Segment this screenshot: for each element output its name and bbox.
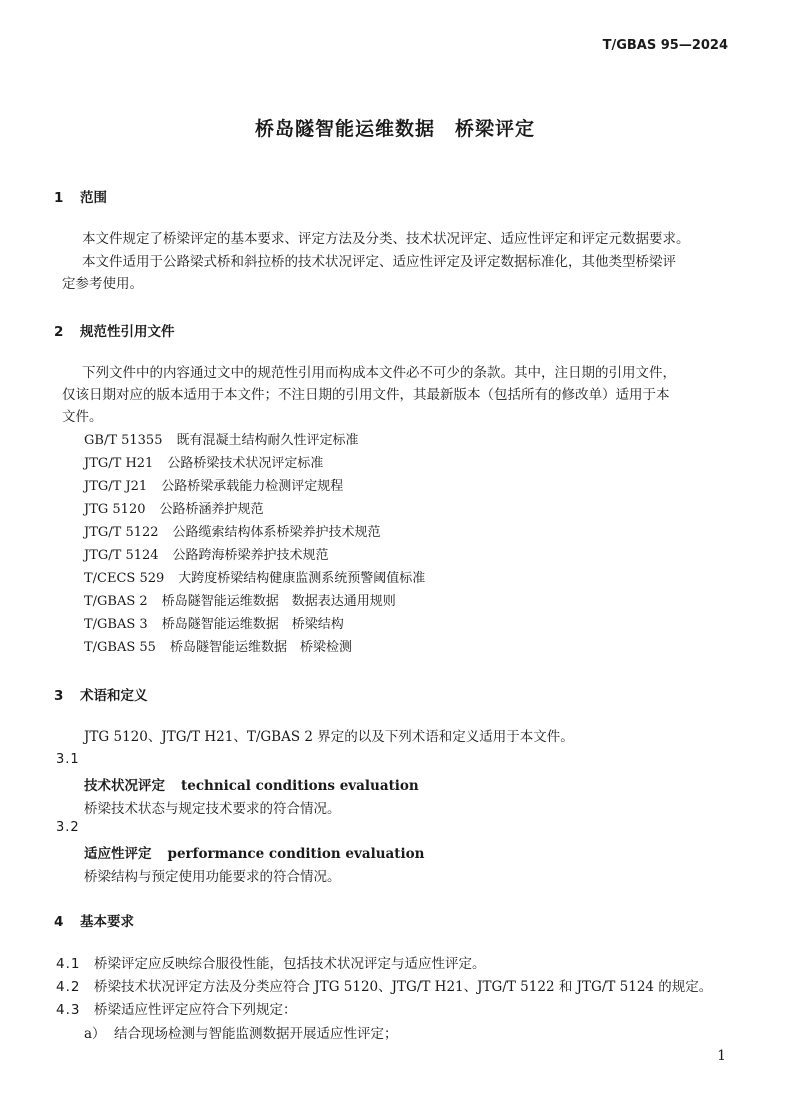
term-heading [84, 774, 419, 794]
reference-item [84, 591, 396, 613]
term-definition: 桥梁结构与预定使用功能要求的符合情况。 [84, 869, 341, 885]
term-number: 3.2 [56, 820, 80, 835]
scope-paragraph-2: 本文件适用于公路梁式桥和斜拉桥的技术状况评定、适应性评定及评定数据标准化，其他类型桥梁评 定参考使用。 [62, 254, 676, 292]
list-item [84, 1022, 398, 1042]
term-definition: 桥梁技术状态与规定技术要求的符合情况。 [84, 801, 341, 817]
reference-item [84, 614, 344, 636]
section-1-heading [54, 186, 107, 206]
term-number: 3.1 [56, 752, 80, 767]
reference-item [84, 568, 425, 590]
term-english: performance condition evaluation [167, 846, 425, 862]
reference-name: 桥岛隧智能运维数据 数据表达通用规则 [161, 594, 396, 609]
reference-name: 桥岛隧智能运维数据 桥梁结构 [161, 617, 344, 632]
section-title: 范围 [80, 190, 107, 206]
section-3-heading [54, 684, 148, 704]
term-chinese: 技术状况评定 [84, 778, 165, 794]
standard-code: T/GBAS 95—2024 [602, 38, 728, 53]
section-4-heading [54, 910, 134, 930]
term-heading [84, 842, 424, 862]
term-english: technical conditions evaluation [181, 778, 419, 794]
reference-code: JTG/T 5122 [84, 525, 159, 540]
reference-item [84, 522, 381, 544]
requirement-number: 4.2 [56, 979, 81, 995]
requirement-item [56, 975, 712, 995]
section-title: 术语和定义 [80, 688, 148, 704]
scope-paragraph-1: 本文件规定了桥梁评定的基本要求、评定方法及分类、技术状况评定、适应性评定和评定元数据要求。 [82, 231, 690, 247]
reference-code: JTG/T 5124 [84, 548, 159, 563]
requirement-number: 4.1 [56, 956, 81, 972]
reference-name: 公路桥梁承载能力检测评定规程 [161, 479, 344, 494]
requirement-item [56, 952, 486, 972]
reference-item [84, 637, 352, 659]
reference-name: 桥岛隧智能运维数据 桥梁检测 [169, 640, 352, 655]
reference-item [84, 499, 264, 521]
reference-item [84, 545, 329, 567]
section-number: 2 [54, 324, 64, 340]
section-2-heading [54, 320, 175, 340]
section-number: 4 [54, 914, 64, 930]
requirement-text: 桥梁适应性评定应符合下列规定： [94, 1002, 297, 1018]
reference-code: T/GBAS 3 [84, 617, 148, 632]
reference-item [84, 476, 343, 498]
requirement-text: 桥梁评定应反映综合服役性能，包括技术状况评定与适应性评定。 [94, 956, 486, 972]
document-title: 桥岛隧智能运维数据 桥梁评定 [254, 118, 535, 140]
list-item-text: 结合现场检测与智能监测数据开展适应性评定； [114, 1026, 398, 1042]
reference-code: JTG/T H21 [84, 456, 154, 471]
section-title: 规范性引用文件 [80, 324, 175, 340]
requirement-item [56, 998, 297, 1018]
reference-code: GB/T 51355 [84, 433, 163, 448]
reference-code: T/CECS 529 [84, 571, 165, 586]
section-number: 3 [54, 688, 64, 704]
terms-intro: JTG 5120、JTG/T H21、T/GBAS 2 界定的以及下列术语和定义适用于本文件。 [84, 729, 574, 745]
reference-name: 大跨度桥梁结构健康监测系统预警阈值标准 [178, 571, 426, 586]
reference-name: 公路缆索结构体系桥梁养护技术规范 [172, 525, 381, 540]
reference-code: JTG/T J21 [84, 479, 148, 494]
reference-item [84, 430, 359, 452]
section-title: 基本要求 [80, 914, 134, 930]
section-number: 1 [54, 190, 64, 206]
requirement-number: 4.3 [56, 1002, 81, 1018]
term-chinese: 适应性评定 [84, 846, 152, 862]
reference-code: T/GBAS 2 [84, 594, 148, 609]
reference-name: 公路跨海桥梁养护技术规范 [172, 548, 329, 563]
reference-item [84, 453, 323, 475]
reference-name: 既有混凝土结构耐久性评定标准 [176, 433, 359, 448]
reference-name: 公路桥梁技术状况评定标准 [167, 456, 324, 471]
page-number: 1 [717, 1048, 726, 1064]
normative-intro: 下列文件中的内容通过文中的规范性引用而构成本文件必不可少的条款。其中，注日期的引用文件， 仅该日期对应的版本适用于本文件；不注日期的引用文件，其最新版本（包括所有的修改单）适用于本 文件。 [62, 365, 676, 425]
reference-code: T/GBAS 55 [84, 640, 156, 655]
reference-code: JTG 5120 [84, 502, 146, 517]
reference-name: 公路桥涵养护规范 [159, 502, 264, 517]
list-marker: a） [84, 1026, 106, 1042]
requirement-text: 桥梁技术状况评定方法及分类应符合 JTG 5120、JTG/T H21、JTG/T 5122 和 JTG/T 5124 的规定。 [94, 979, 713, 995]
